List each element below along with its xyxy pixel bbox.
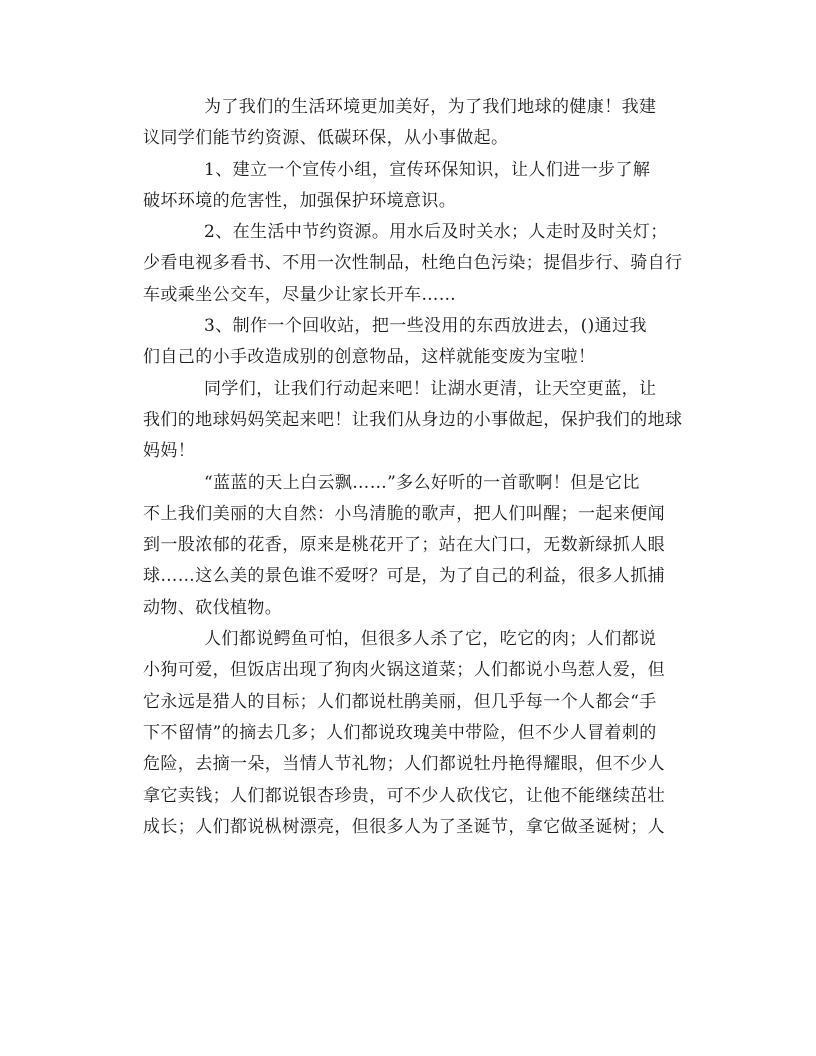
text-line: 为了我们的生活环境更加美好，为了我们地球的健康！我建 [204,97,657,117]
paragraph-4 [143,311,683,374]
text-line: 车或乘坐公交车，尽量少让家长开车…… [143,284,457,305]
text-line: 妈妈！ [143,441,196,462]
paragraph-3 [143,217,683,311]
paragraph-1 [143,92,683,155]
text-line: 少看电视多看书、不用一次性制品，杜绝白色污染；提倡步行、骑自行 [143,253,683,274]
text-line: 3、制作一个回收站，把一些没用的东西放进去，()通过我 [204,316,647,337]
text-line: “蓝蓝的天上白云飘……”多么好听的一首歌啊！但是它比 [204,472,640,493]
text-line: 议同学们能节约资源、低碳环保，从小事做起。 [143,128,509,149]
document-body [143,92,683,843]
paragraph-6 [143,468,683,624]
text-line: 同学们，让我们行动起来吧！让湖水更清，让天空更蓝，让 [204,378,657,399]
text-line: 下不留情”的摘去几多；人们都说玫瑰美中带险，但不少人冒着刺的 [143,722,657,743]
text-line: 人们都说鳄鱼可怕，但很多人杀了它，吃它的肉；人们都说 [204,629,657,650]
text-line: 到一股浓郁的花香，原来是桃花开了；站在大门口，无数新绿抓人眼 [143,535,665,556]
text-line: 不上我们美丽的大自然：小鸟清脆的歌声，把人们叫醒；一起来便闻 [143,503,665,524]
text-line: 们自己的小手改造成别的创意物品，这样就能变废为宝啦！ [143,347,596,368]
paragraph-5 [143,374,683,468]
text-line: 它永远是猎人的目标；人们都说杜鹃美丽，但几乎每一个人都会“手 [143,691,657,712]
text-line: 球……这么美的景色谁不爱呀？可是，为了自己的利益，很多人抓捕 [143,566,665,587]
text-line: 1、建立一个宣传小组，宣传环保知识，让人们进一步了解 [204,159,651,180]
text-line: 小狗可爱，但饭店出现了狗肉火锅这道菜；人们都说小鸟惹人爱，但 [143,660,665,681]
text-line: 破坏环境的危害性，加强保护环境意识。 [143,190,457,211]
text-line: 危险，去摘一朵，当情人节礼物；人们都说牡丹艳得耀眼，但不少人 [143,754,665,775]
text-line: 成长；人们都说枞树漂亮，但很多人为了圣诞节，拿它做圣诞树；人 [143,816,665,837]
paragraph-2 [143,155,683,218]
paragraph-7 [143,624,683,843]
text-line: 我们的地球妈妈笑起来吧！让我们从身边的小事做起，保护我们的地球 [143,409,683,430]
text-line: 2、在生活中节约资源。用水后及时关水；人走时及时关灯； [204,222,668,243]
text-line: 动物、砍伐植物。 [143,597,283,618]
text-line: 拿它卖钱；人们都说银杏珍贵，可不少人砍伐它，让他不能继续茁壮 [143,785,665,806]
